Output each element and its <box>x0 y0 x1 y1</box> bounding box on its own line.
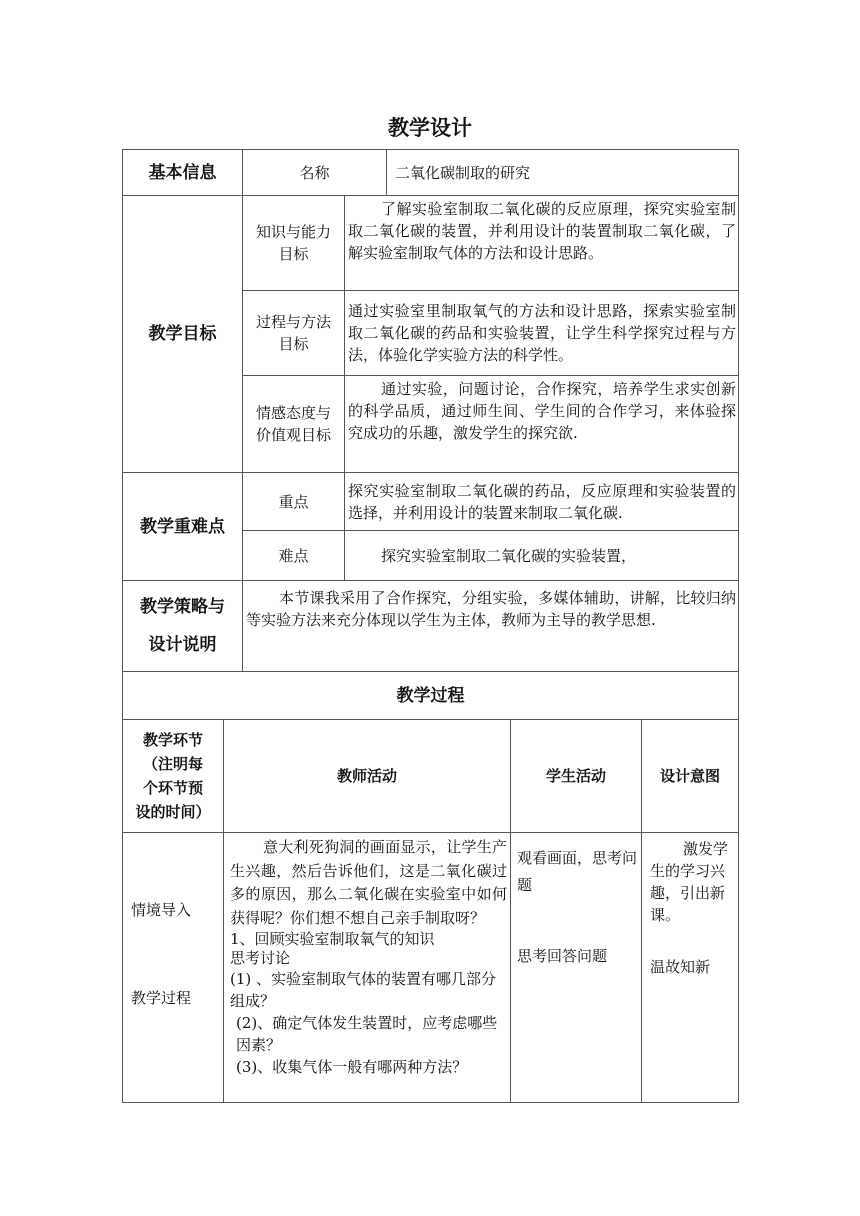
stage-main: 教学过程 <box>131 989 192 1007</box>
teacher-activity-cell <box>224 833 511 1103</box>
objective-label-knowledge: 知识与能力 目标 <box>243 196 345 291</box>
design-intent-cell <box>642 833 739 1103</box>
design-intent-header: 设计意图 <box>642 720 739 833</box>
stage-header: 教学环节 （注明每 个环节预 设的时间） <box>123 720 224 833</box>
strategy-text: 本节课我采用了合作探究，分组实验，多媒体辅助，讲解，比较归纳等实验方法来充分体现以学生为主体，教师为主导的教学思想. <box>243 581 739 672</box>
student-activity-cell <box>511 833 642 1103</box>
objective-label-attitude: 情感态度与 价值观目标 <box>243 376 345 473</box>
objective-label-process: 过程与方法 目标 <box>243 291 345 376</box>
teacher-line: (2)、确定气体发生装置时，应考虑哪些因素？ <box>236 1014 498 1054</box>
key-point-label: 重点 <box>243 473 345 531</box>
teacher-line: 思考讨论 <box>230 949 291 967</box>
teaching-design-table <box>122 149 739 720</box>
key-points-label: 教学重难点 <box>123 473 243 581</box>
page-title: 教学设计 <box>388 116 472 140</box>
objective-text-attitude: 通过实验，问题讨论，合作探究，培养学生求实创新的科学品质，通过师生间、学生间的合作学习，来体验探究成功的乐趣，激发学生的探究欲. <box>345 376 739 473</box>
process-title: 教学过程 <box>123 672 739 720</box>
teacher-line: (3)、收集气体一般有哪两种方法？ <box>236 1058 468 1076</box>
strategy-label: 教学策略与 设计说明 <box>123 581 243 672</box>
intent-line: 温故知新 <box>650 958 711 976</box>
teacher-activity-header: 教师活动 <box>224 720 511 833</box>
process-table <box>122 719 739 1103</box>
name-value: 二氧化碳制取的研究 <box>387 150 739 196</box>
student-line: 观看画面，思考问题 <box>517 849 638 894</box>
difficulty-label: 难点 <box>243 531 345 581</box>
intent-line: 激发学生的学习兴趣，引出新课。 <box>650 840 729 924</box>
teacher-line: 1、回顾实验室制取氧气的知识 <box>230 930 435 948</box>
objective-text-knowledge: 了解实验室制取二氧化碳的反应原理，探究实验室制取二氧化碳的装置，并利用设计的装置制取二氧化碳，了解实验室制取气体的方法和设计思路。 <box>345 196 739 291</box>
name-label: 名称 <box>243 150 387 196</box>
difficulty-text: 探究实验室制取二氧化碳的实验装置， <box>345 531 739 581</box>
basic-info-label: 基本信息 <box>123 150 243 196</box>
stage-intro: 情境导入 <box>131 901 192 919</box>
student-activity-header: 学生活动 <box>511 720 642 833</box>
key-point-text: 探究实验室制取二氧化碳的药品，反应原理和实验装置的选择，并利用设计的装置来制取二氧化碳. <box>345 473 739 531</box>
teacher-line: (1) 、实验室制取气体的装置有哪几部分组成？ <box>230 970 497 1010</box>
stage-cell <box>123 833 224 1103</box>
teacher-line: 意大利死狗洞的画面显示，让学生产生兴趣，然后告诉他们，这是二氧化碳过多的原因，那么二氧化碳在实验室中如何获得呢？你们想不想自己亲手制取呀？ <box>230 838 507 927</box>
student-line: 思考回答问题 <box>517 947 608 965</box>
objectives-label: 教学目标 <box>123 196 243 473</box>
objective-text-process: 通过实验室里制取氧气的方法和设计思路，探索实验室制取二氧化碳的药品和实验装置，让学生科学探究过程与方法，体验化学实验方法的科学性。 <box>345 291 739 376</box>
